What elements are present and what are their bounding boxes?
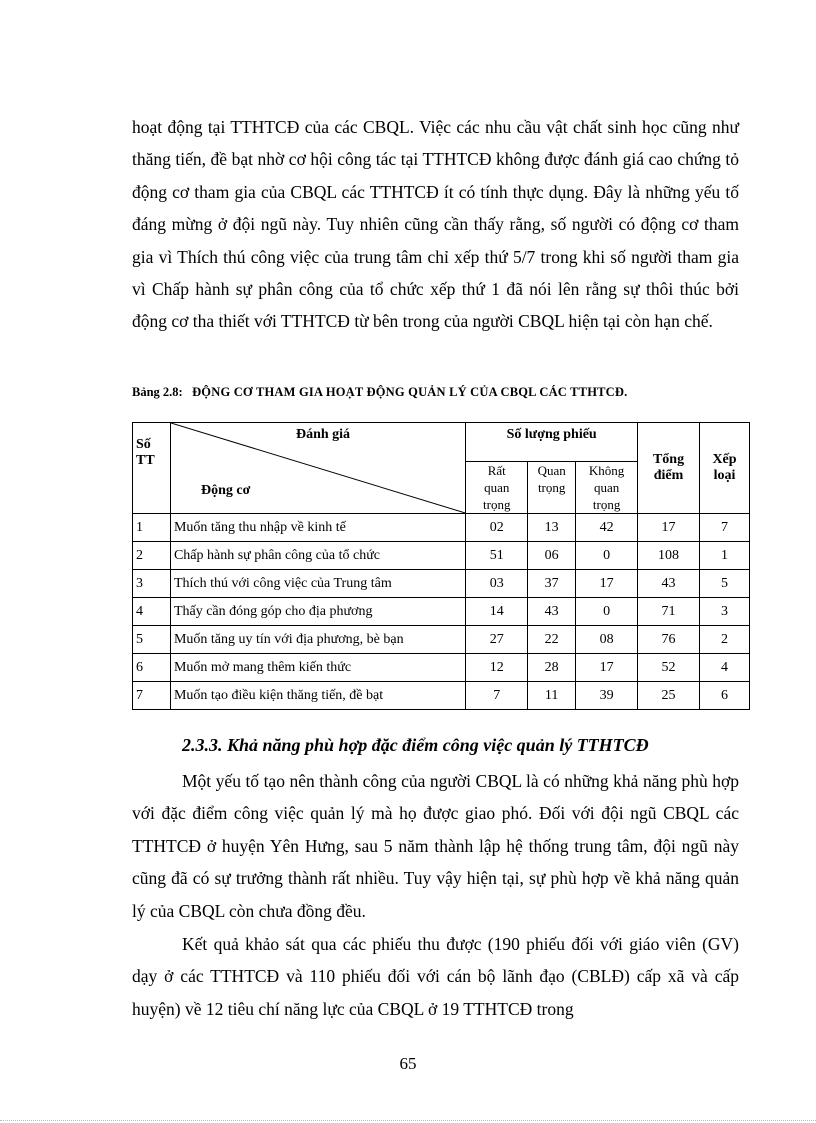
table-header-row-1 — [133, 423, 750, 462]
cell-rank: 7 — [700, 514, 750, 542]
header-stt-line1: Số — [136, 437, 151, 452]
cell-not-important: 0 — [576, 542, 638, 570]
cell-motive: Thấy cần đóng góp cho địa phương — [170, 598, 465, 626]
cell-total: 52 — [638, 654, 700, 682]
header-stt-line2: TT — [136, 453, 155, 468]
cell-not-important: 0 — [576, 598, 638, 626]
cell-total: 71 — [638, 598, 700, 626]
header-rank — [700, 423, 750, 514]
table-row — [133, 654, 750, 682]
header-stt — [133, 423, 171, 514]
header-very-important-line1: Rất — [487, 463, 506, 478]
cell-very-important: 51 — [466, 542, 528, 570]
header-not-important-line3: trọng — [592, 497, 621, 512]
header-motive: Động cơ — [200, 483, 251, 498]
header-evaluation: Đánh giá — [295, 427, 351, 442]
cell-motive: Chấp hành sự phân công của tổ chức — [170, 542, 465, 570]
header-not-important — [576, 462, 638, 514]
cell-motive: Thích thú với công việc của Trung tâm — [170, 570, 465, 598]
cell-important: 37 — [528, 570, 576, 598]
table-row — [133, 626, 750, 654]
header-not-important-line2: quan — [593, 480, 620, 495]
cell-not-important: 08 — [576, 626, 638, 654]
header-rank-line1: Xếp — [712, 452, 737, 467]
cell-motive: Muốn tạo điều kiện thăng tiến, đề bạt — [170, 682, 465, 710]
table-row — [133, 682, 750, 710]
cell-total: 25 — [638, 682, 700, 710]
cell-stt: 3 — [133, 570, 171, 598]
cell-motive: Muốn tăng thu nhập về kinh tế — [170, 514, 465, 542]
header-votes: Số lượng phiếu — [466, 423, 638, 462]
cell-stt: 2 — [133, 542, 171, 570]
section-paragraph-1: Một yếu tố tạo nên thành công của người CBQL là có những khả năng phù hợp với đặc điểm công việc quản lý mà họ được giao phó. Đối với đội ngũ CBQL các TTHTCĐ ở huyện Yên Hưng, sau 5 năm thành lập hệ thống trung tâm, đội ngũ này cũng đã có sự trưởng thành rất nhiều. Tuy vậy hiện tại, sự phù hợp về khả năng quản lý của CBQL còn chưa đồng đều. — [132, 771, 739, 921]
header-important — [528, 462, 576, 514]
cell-very-important: 02 — [466, 514, 528, 542]
cell-not-important: 42 — [576, 514, 638, 542]
cell-very-important: 12 — [466, 654, 528, 682]
cell-stt: 5 — [133, 626, 171, 654]
cell-not-important: 17 — [576, 570, 638, 598]
table-caption — [132, 385, 752, 400]
cell-important: 11 — [528, 682, 576, 710]
cell-rank: 3 — [700, 598, 750, 626]
cell-important: 06 — [528, 542, 576, 570]
section-paragraph-2: Kết quả khảo sát qua các phiếu thu được (190 phiếu đối với giáo viên (GV) dạy ở các TTHTCĐ và 110 phiếu đối với cán bộ lãnh đạo (CBLĐ) cấp xã và cấp huyện) về 12 tiêu chí năng lực của CBQL ở 19 TTHTCĐ trong — [132, 934, 739, 1019]
header-diagonal-cell — [170, 423, 465, 514]
cell-important: 28 — [528, 654, 576, 682]
cell-not-important: 17 — [576, 654, 638, 682]
cell-rank: 4 — [700, 654, 750, 682]
cell-very-important: 03 — [466, 570, 528, 598]
cell-rank: 5 — [700, 570, 750, 598]
caption-label: Bảng 2.8: — [132, 385, 183, 399]
page-bottom-rule — [0, 1120, 816, 1121]
cell-stt: 1 — [133, 514, 171, 542]
table-row — [133, 542, 750, 570]
cell-stt: 7 — [133, 682, 171, 710]
header-very-important-line2: quan — [484, 480, 510, 495]
cell-very-important: 14 — [466, 598, 528, 626]
section-heading: 2.3.3. Khả năng phù hợp đặc điểm công việc quản lý TTHTCĐ — [182, 735, 649, 755]
table-row — [133, 598, 750, 626]
cell-important: 43 — [528, 598, 576, 626]
cell-very-important: 7 — [466, 682, 528, 710]
header-important-line2: trọng — [537, 480, 566, 495]
cell-total: 43 — [638, 570, 700, 598]
cell-total: 17 — [638, 514, 700, 542]
cell-important: 13 — [528, 514, 576, 542]
table-row — [133, 570, 750, 598]
motive-table — [132, 422, 750, 710]
cell-stt: 6 — [133, 654, 171, 682]
cell-motive: Muốn mở mang thêm kiến thức — [170, 654, 465, 682]
header-important-line1: Quan — [537, 463, 566, 478]
cell-not-important: 39 — [576, 682, 638, 710]
cell-stt: 4 — [133, 598, 171, 626]
cell-important: 22 — [528, 626, 576, 654]
caption-title: ĐỘNG CƠ THAM GIA HOẠT ĐỘNG QUẢN LÝ CỦA CBQL CÁC TTHTCĐ. — [192, 385, 628, 399]
cell-total: 108 — [638, 542, 700, 570]
header-rank-line2: loại — [713, 468, 736, 483]
cell-rank: 1 — [700, 542, 750, 570]
header-total — [638, 423, 700, 514]
intro-paragraph: hoạt động tại TTHTCĐ của các CBQL. Việc các nhu cầu vật chất sinh học cũng như thăng tiến, đề bạt nhờ cơ hội công tác tại TTHTCĐ không được đánh giá cao chứng tỏ động cơ tham gia của CBQL các TTHTCĐ ít có tính thực dụng. Đây là những yếu tố đáng mừng ở đội ngũ này. Tuy nhiên cũng cần thấy rằng, số người có động cơ tham gia vì Thích thú công việc của trung tâm chỉ xếp thứ 5/7 trong khi số người tham gia vì Chấp hành sự phân công của tổ chức xếp thứ 1 đã nói lên rằng sự thôi thúc bởi động cơ tha thiết với TTHTCĐ từ bên trong của người CBQL hiện tại còn hạn chế. — [132, 117, 739, 332]
cell-motive: Muốn tăng uy tín với địa phương, bè bạn — [170, 626, 465, 654]
cell-rank: 2 — [700, 626, 750, 654]
header-total-line2: điểm — [653, 468, 684, 483]
table-row — [133, 514, 750, 542]
cell-total: 76 — [638, 626, 700, 654]
cell-rank: 6 — [700, 682, 750, 710]
header-very-important — [466, 462, 528, 514]
header-total-line1: Tổng — [652, 452, 685, 467]
cell-very-important: 27 — [466, 626, 528, 654]
header-very-important-line3: trọng — [483, 497, 511, 512]
page-number: 65 — [399, 1054, 417, 1073]
header-not-important-line1: Không — [588, 463, 625, 478]
